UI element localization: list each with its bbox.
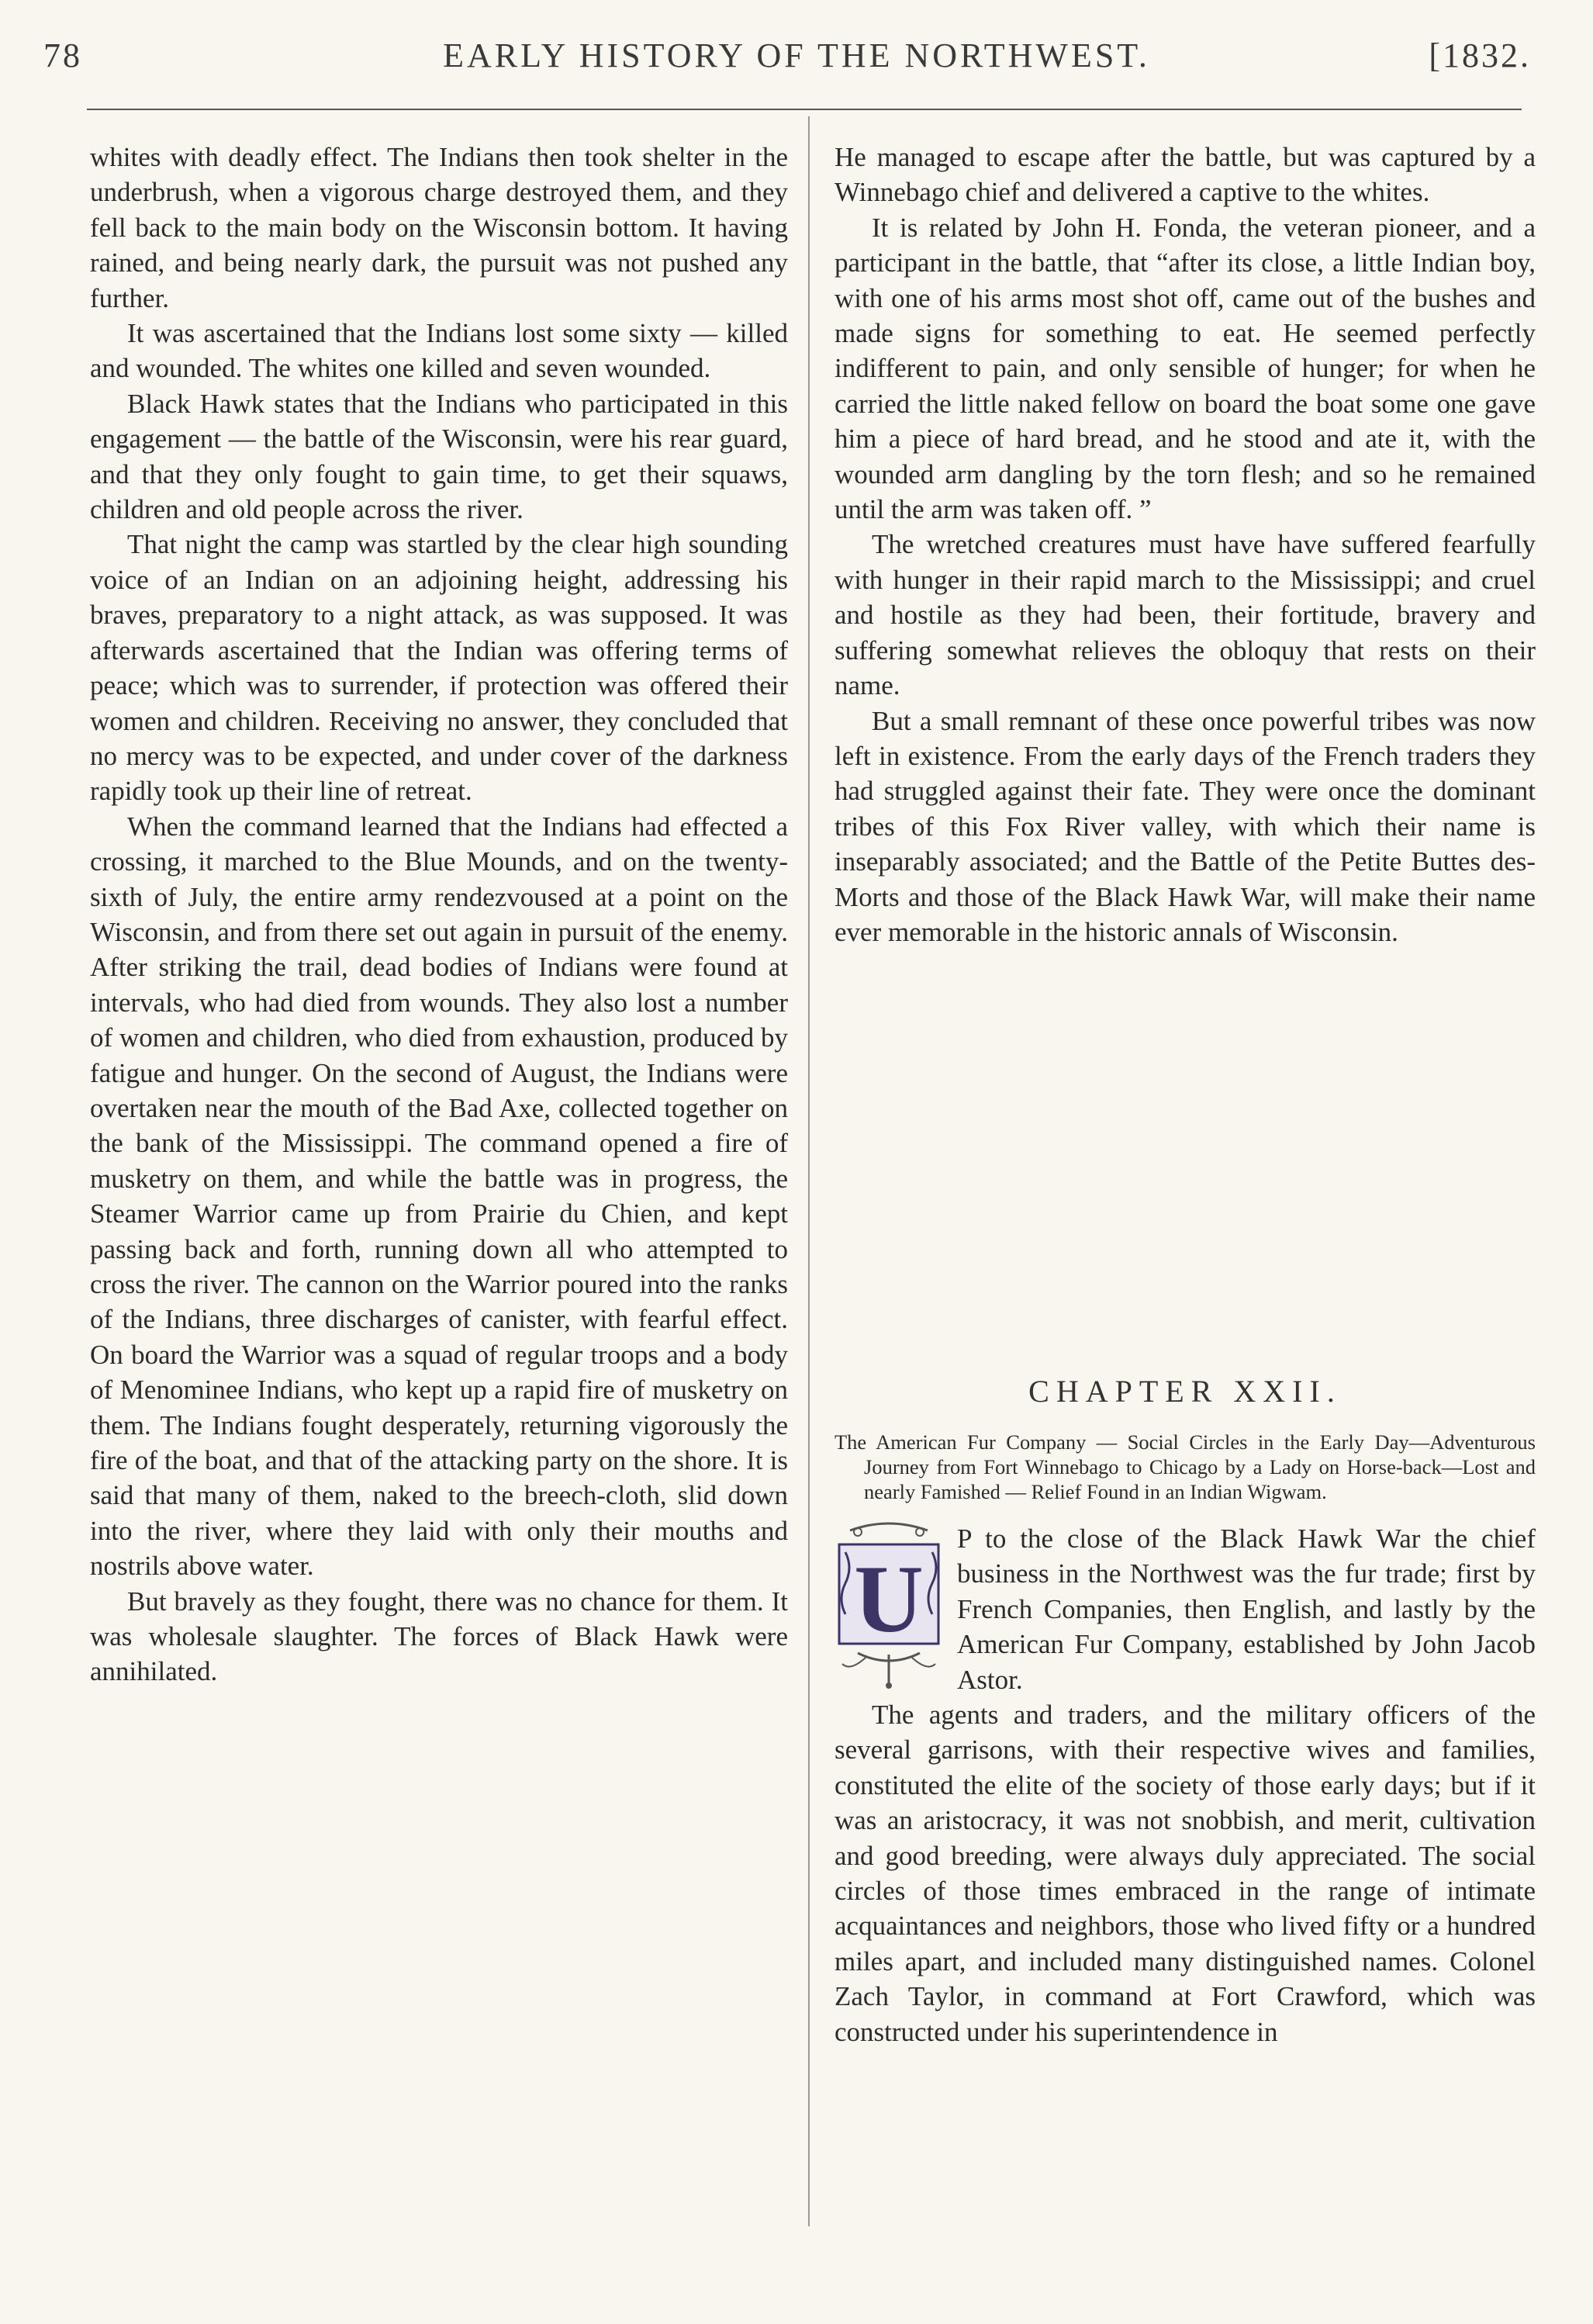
page-header [0, 36, 1593, 82]
paragraph: It was ascertained that the Indians lost some sixty — killed and wounded. The whites one killed and seven wounded. [90, 318, 788, 384]
paragraph: The agents and traders, and the military officers of the several garrisons, with their respective wives and families, constituted the elite of the society of those early days; but if it was an aristocracy, it was not snobbish, and merit, cultivation and good breeding, were always duly appreciated. The social circles of those times embraced in the range of intimate acquaintances and neighbors, those who lived fifty or a hundred miles apart, and included many distinguished names. Colonel Zach Taylor, in command at Fort Crawford, which was constructed under his superintendence in [835, 1700, 1536, 2047]
paragraph: He managed to escape after the battle, but was captured by a Winnebago chief and delivered a captive to the whites. [835, 142, 1536, 208]
drop-cap-ornament [835, 1521, 943, 1692]
opening-paragraph: P to the close of the Black Hawk War the chief business in the Northwest was the fur trade; first by French Companies, then English, and lastly by the American Fur Company, established by John Jacob Astor. [957, 1523, 1536, 1695]
running-title: EARLY HISTORY OF THE NORTHWEST. [443, 36, 1150, 74]
chapter-synopsis: The American Fur Company — Social Circles in the Early Day—Adventurous Journey from Fort Winnebago to Chicago by a Lady on Horse-back—Lost and nearly Famished — Relief Found in an Indian Wigwam. [835, 1430, 1536, 1503]
chapter-section [835, 1373, 1536, 2049]
paragraph: The wretched creatures must have have suffered fearfully with hunger in their rapid march to the Mississippi; and cruel and hostile as they had been, their fortitude, bravery and suffering somewhat relieves the obloquy that rests on their name. [835, 529, 1536, 701]
paragraph: That night the camp was startled by the clear high sounding voice of an Indian on an adjoining height, addressing his braves, preparatory to a night attack, as was supposed. It was afterwards ascertained that the Indian was offering terms of peace; which was to surrender, if protection was offered their women and children. Receiving no answer, they concluded that no mercy was to be expected, and under cover of the darkness rapidly took up their line of retreat. [90, 529, 788, 807]
paragraph: whites with deadly effect. The Indians then took shelter in the underbrush, when a vigorous charge destroyed them, and they fell back to the main body on the Wisconsin bottom. It having rained, and being nearly dark, the pursuit was not pushed any further. [90, 142, 788, 313]
drop-cap-letter: U [854, 1546, 924, 1652]
left-column [90, 140, 788, 1689]
chapter-heading: CHAPTER XXII. [1028, 1374, 1342, 1409]
year-marker: [1832. [1429, 36, 1531, 74]
right-column [835, 140, 1536, 949]
paragraph: Black Hawk states that the Indians who participated in this engagement — the battle of the Wisconsin, were his rear guard, and that they only fought to gain time, to get their squaws, children and old people across the river. [90, 388, 788, 525]
header-rule [87, 109, 1522, 110]
ornamental-letter-icon [835, 1521, 943, 1692]
paragraph: When the command learned that the Indians had effected a crossing, it marched to the Blue Mounds, and on the twenty-sixth of July, the entire army rendezvoused at a point on the Wisconsin, and from there set out again in pursuit of the enemy. After striking the trail, dead bodies of Indians were found at intervals, who had died from wounds. They also lost a number of women and children, who died from exhaustion, produced by fatigue and hunger. On the second of August, the Indians were overtaken near the mouth of the Bad Axe, collected together on the bank of the Mississippi. The command opened a fire of musketry on them, and while the battle was in progress, the Steamer Warrior came up from Prairie du Chien, and kept passing back and forth, running down all who attempted to cross the river. The cannon on the Warrior poured into the ranks of the Indians, three discharges of canister, with fearful effect. On board the Warrior was a squad of regular troops and a body of Menominee Indians, who kept up a rapid fire of musketry on them. The Indians fought desperately, returning vigorously the fire of the boat, and that of the attacking party on the shore. It is said that many of them, naked to the breech-cloth, slid down into the river, where they laid with only their mouths and nostrils above water. [90, 811, 788, 1582]
chapter-body [835, 1521, 1536, 2049]
paragraph: It is related by John H. Fonda, the veteran pioneer, and a participant in the battle, that “after its close, a little Indian boy, with one of his arms most shot off, came out of the bushes and made signs for something to eat. He seemed perfectly indifferent to pain, and only sensible of hunger; for when he carried the little naked fellow on board the boat some one gave him a piece of hard bread, and he stood and ate it, with the wounded arm dangling by the torn flesh; and so he remained until the arm was taken off. ” [835, 212, 1536, 525]
column-divider [808, 116, 810, 2226]
paragraph: But bravely as they fought, there was no chance for them. It was wholesale slaughter. The forces of Black Hawk were annihilated. [90, 1586, 788, 1687]
paragraph: But a small remnant of these once powerful tribes was now left in existence. From the early days of the French traders they had struggled against their fate. They were once the dominant tribes of this Fox River valley, with which their name is inseparably associated; and the Battle of the Petite Buttes des-Morts and those of the Black Hawk War, will make their name ever memorable in the historic annals of Wisconsin. [835, 705, 1536, 947]
page-number: 78 [43, 36, 82, 74]
